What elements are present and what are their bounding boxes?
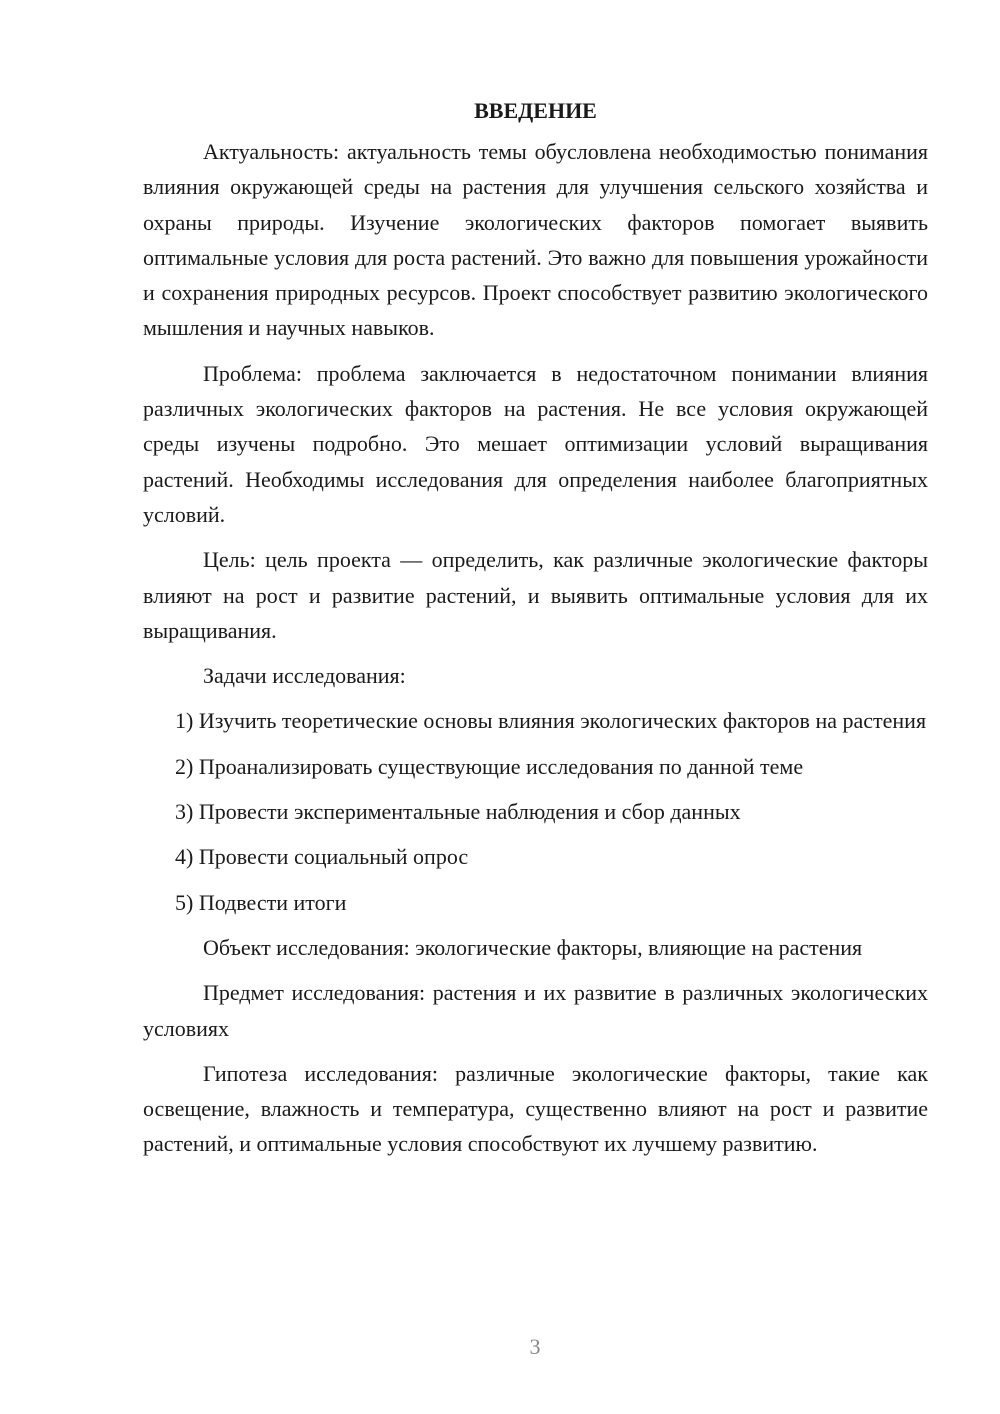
hypothesis-paragraph: Гипотеза исследования: различные экологические факторы, такие как освещение, влажность и температура, существенно влияют на рост и развитие растений, и оптимальные условия способствуют их лучшему развитию. — [143, 1060, 928, 1157]
tasks-heading: Задачи исследования: — [203, 663, 406, 689]
relevance-paragraph: Актуальность: актуальность темы обусловлена необходимостью понимания влияния окружающей среды на растения для улучшения сельского хозяйства и охраны природы. Изучение экологических факторов помогает выявить оптимальные условия для роста растений. Это важно для повышения урожайности и сохранения природных ресурсов. Проект способствует развитию экологического мышления и научных навыков. — [143, 139, 928, 341]
task-item-3: 3) Провести экспериментальные наблюдения и сбор данных — [175, 799, 741, 825]
task-item-5: 5) Подвести итоги — [175, 889, 347, 915]
task-item-4: 4) Провести социальный опрос — [175, 844, 469, 870]
problem-paragraph: Проблема: проблема заключается в недостаточном понимании влияния различных экологических факторов на растения. Не все условия окружающей среды изучены подробно. Это мешает оптимизации условий выращивания растений. Необходимы исследования для определения наиболее благоприятных условий. — [143, 360, 928, 527]
goal-paragraph: Цель: цель проекта — определить, как различные экологические факторы влияют на рост и развитие растений, и выявить оптимальные условия для их выращивания. — [143, 547, 928, 643]
section-title: ВВЕДЕНИЕ — [474, 98, 597, 123]
page-number: 3 — [529, 1334, 541, 1359]
task-item-2: 2) Проанализировать существующие исследования по данной теме — [175, 753, 804, 779]
task-item-1: 1) Изучить теоретические основы влияния экологических факторов на растения — [175, 708, 927, 734]
page-content — [143, 93, 928, 1172]
object-paragraph: Объект исследования: экологические факторы, влияющие на растения — [203, 934, 863, 960]
subject-paragraph: Предмет исследования: растения и их развитие в различных экологических условиях — [143, 980, 928, 1041]
